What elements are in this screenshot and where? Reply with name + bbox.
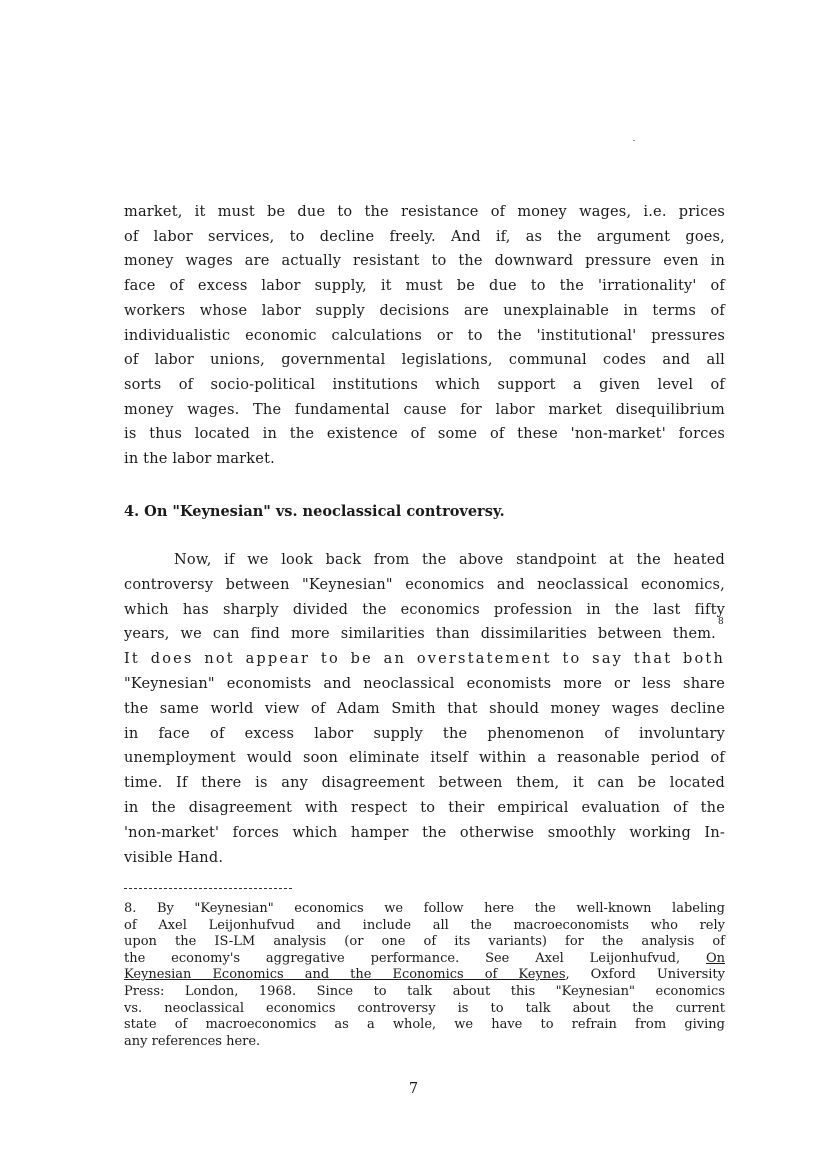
footnote-line: of Axel Leijonhufvud and include all the macroeconomists who rely [124,917,725,933]
text-line: Now, if we look back from the above standpoint at the heated [174,552,725,568]
text-line: which has sharply divided the economics profession in the last fifty [124,601,725,618]
text-span: years, we can find more similarities than dissimilarities between them. [124,626,716,643]
footnote-line: Press: London, 1968. Since to talk about this "Keynesian" economics [124,984,725,999]
footnote-text: , Oxford University [565,967,725,983]
page-number: 7 [408,1081,419,1097]
text-line [124,623,716,645]
text-line: of labor unions, governmental legislations, communal codes and all [124,352,725,369]
footnote-line: upon the IS-LM analysis (or one of its variants) for the analysis of [124,934,725,950]
section-heading: 4. On "Keynesian" vs. neoclassical controversy. [124,503,505,520]
text-line: individualistic economic calculations or to the 'institutional' pressures [124,327,725,344]
footnote-line: vs. neoclassical economics controversy is to talk about the current [124,1000,725,1016]
footnote-line: 8. By "Keynesian" economics we follow here the well-known labeling [124,901,725,916]
footnote-line [124,950,725,967]
text-line: market, it must be due to the resistance of money wages, i.e. prices [124,204,725,220]
text-line: "Keynesian" economists and neoclassical economists more or less share [124,676,725,692]
text-line: unemployment would soon eliminate itself within a reasonable period of [124,750,725,767]
footnote-text: the economy's aggregative performance. See Axel Leijonhufvud, [124,950,706,966]
text-line: It does not appear to be an overstatement to say that both [124,651,725,668]
text-line: the same world view of Adam Smith that should money wages decline [124,700,725,717]
footnote-line: state of macroeconomics as a whole, we have to refrain from giving [124,1017,725,1033]
footnote-line [124,966,725,983]
text-line: face of excess labor supply, it must be due to the 'irrationality' of [124,278,725,295]
book-title: On [705,950,725,966]
text-line: controversy between "Keynesian" economics and neoclassical economics, [124,576,725,593]
text-line: money wages are actually resistant to the downward pressure even in [124,253,725,270]
scan-speck [633,140,635,141]
text-line: workers whose labor supply decisions are unexplainable in terms of [124,302,725,319]
text-line: sorts of socio-political institutions which support a given level of [124,376,725,393]
text-line: of labor services, to decline freely. And if, as the argument goes, [124,228,725,245]
footnote-line: any references here. [124,1033,261,1049]
text-line: money wages. The fundamental cause for labor market disequilibrium [124,401,725,418]
text-line: in face of excess labor supply the phenomenon of involuntary [124,725,725,742]
text-line: in the labor market. [124,451,275,467]
book-title: Keynesian Economics and the Economics of Keynes [124,967,566,983]
text-line: is thus located in the existence of some of these 'non-market' forces [124,426,725,443]
footnote-reference: 8 [718,617,724,627]
text-line: 'non-market' forces which hamper the otherwise smoothly working In- [124,824,725,841]
text-line: in the disagreement with respect to their empirical evaluation of the [124,800,725,816]
text-line: time. If there is any disagreement between them, it can be located [124,775,725,792]
footnote-divider [124,888,292,889]
text-line: visible Hand. [124,849,224,866]
